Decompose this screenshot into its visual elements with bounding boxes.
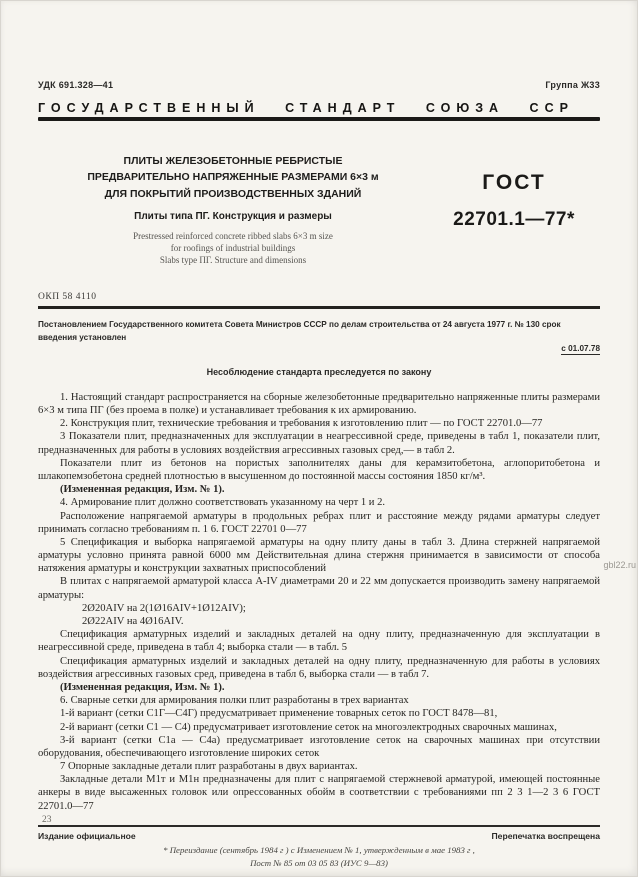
udk-code: УДК 691.328—41 <box>38 80 114 90</box>
law-notice: Несоблюдение стандарта преследуется по закону <box>206 366 432 377</box>
revision-footnote <box>38 844 600 870</box>
paragraph: 3 Показатели плит, предназначенных для эксплуатации в неагрессивной среде, приведены в табл 1, показатели плит, предназначенных для работы в условиях воздействия агрессивных газовых сред,— в табл 2. <box>38 431 600 456</box>
okp-rule <box>38 306 600 309</box>
body-text <box>38 391 600 813</box>
official-edition-label: Издание официальное <box>38 830 136 841</box>
group-code: Группа Ж33 <box>545 80 600 90</box>
paragraph: 2Ø22AIV на 4Ø16AIV. <box>82 616 184 627</box>
gost-number: 22701.1—77* <box>453 209 575 230</box>
decree-effective-date: с 01.07.78 <box>561 343 600 353</box>
paragraph: (Измененная редакция, Изм. № 1). <box>60 484 225 496</box>
paragraph: 3-й вариант (сетки С1а — С4а) предусматривает изготовление сеток на сварочных машинах при отсутствии оборудования, обеспечивающего изготовление широких сеток <box>38 734 600 759</box>
title-english <box>38 230 428 266</box>
paragraph: 6. Сварные сетки для армирования полки плит разработаны в трех вариантах <box>60 695 409 707</box>
paragraph: Показатели плит из бетонов на пористых заполнителях даны для керамзитобетона, аглопоритобетона и шлакопемзобетона средней плотностью в высушенном до постоянной массы состояния 1850 кг/м³. <box>38 457 600 482</box>
meta-row <box>38 80 600 90</box>
standard-band-title: ГОСУДАРСТВЕННЫЙ СТАНДАРТ СОЮЗА ССР <box>38 101 574 115</box>
footer-rule <box>38 825 600 827</box>
footer-row <box>38 831 600 841</box>
paragraph: Закладные детали М1т и М1н предназначены для плит с напрягаемой стержневой арматурой, имеющей постоянные анкеры в виде высаженных головок или опрессованных обойм в соответствии с требованиями пп 2 3 1—2 3 6 ГОСТ 22701.0—77 <box>38 774 600 812</box>
okp-code: ОКП 58 4110 <box>38 292 97 303</box>
gost-label: ГОСТ <box>482 171 546 194</box>
title-english-line: Prestressed reinforced concrete ribbed slabs 6×3 m size <box>133 230 333 241</box>
paragraph: Спецификация арматурных изделий и закладных деталей на одну плиту, предназначенную для работы в условиях воздействия агрессивных газовых сред, приведена в табл 6, выборка стали — в табл 7. <box>38 655 600 680</box>
paragraph: 5 Спецификация и выборка напрягаемой арматуры на одну плиту даны в табл 3. Длина стержней напрягаемой арматуры условно принята равной 6000 мм Действительная длина стержня принимается в зависимости от способа натяжения арматуры и конструкции захватных приспособлений <box>38 536 600 575</box>
paragraph: Спецификация арматурных изделий и закладных деталей на одну плиту, предназначенную для эксплуатации в неагрессивной среде, приведена в табл 4; выборка стали — в табл. 5 <box>38 629 600 654</box>
paragraph: 7 Опорные закладные детали плит разработаны в двух вариантах. <box>60 761 358 773</box>
document-title-line: ПРЕДВАРИТЕЛЬНО НАПРЯЖЕННЫЕ РАЗМЕРАМИ 6×3 м <box>87 171 379 184</box>
document-title-line: ДЛЯ ПОКРЫТИЙ ПРОИЗВОДСТВЕННЫХ ЗДАНИЙ <box>104 187 362 200</box>
document-subtitle: Плиты типа ПГ. Конструкция и размеры <box>134 210 332 222</box>
revision-footnote-line: * Переиздание (сентябрь 1984 г ) с Изменением № 1, утвержденным в мае 1983 г , <box>163 844 475 855</box>
paragraph: 4. Армирование плит должно соответствовать указанному на черт 1 и 2. <box>60 497 386 509</box>
page-number: 23 <box>42 815 52 825</box>
paragraph: 2-й вариант (сетки С1 — С4) предусматривает изготовление сеток на многоэлектродных сварочных машинах, <box>60 721 557 733</box>
watermark: gbl22.ru <box>603 560 636 570</box>
paragraph: 1-й вариант (сетки С1Г—С4Г) предусматривает применение товарных сеток по ГОСТ 8478—81, <box>60 708 498 720</box>
document-page <box>38 80 600 870</box>
paragraph: 1. Настоящий стандарт распространяется на сборные железобетонные предварительно напряженные плиты размерами 6×3 м типа ПГ (без проема в полке) и устанавливает требования к их армированию. <box>38 391 600 416</box>
gost-designation <box>428 153 600 266</box>
no-reprint-label: Перепечатка воспрещена <box>491 830 600 841</box>
band-rule <box>38 117 600 121</box>
paragraph: (Измененная редакция, Изм. № 1). <box>60 681 225 693</box>
decree-text: Постановлением Государственного комитета Совета Министров СССР по делам строительства от 24 августа 1977 г. № 130 срок введения установлен <box>38 320 561 342</box>
paragraph: Расположение напрягаемой арматуры в продольных ребрах плит и расстояние между рядами арматуры следует принимать согласно требованиям п. 1 6. ГОСТ 22701 0—77 <box>38 510 600 535</box>
paragraph: В плитах с напрягаемой арматурой класса A-IV диаметрами 20 и 22 мм допускается производить замену напрягаемой арматуры: <box>38 576 600 601</box>
paragraph: 2Ø20AIV на 2(1Ø16AIV+1Ø12AIV); <box>82 602 246 614</box>
title-left <box>38 153 428 266</box>
revision-footnote-line: Пост № 85 от 03 05 83 (ИУС 9—83) <box>250 858 388 868</box>
title-english-line: for roofings of industrial buildings <box>170 242 296 253</box>
title-english-line: Slabs type ПГ. Structure and dimensions <box>159 255 307 266</box>
document-title-line: ПЛИТЫ ЖЕЛЕЗОБЕТОННЫЕ РЕБРИСТЫЕ <box>123 155 343 167</box>
title-block <box>38 153 600 266</box>
paragraph: 2. Конструкция плит, технические требования и требования к изготовлению плит — по ГОСТ 22701.0—77 <box>60 418 543 430</box>
